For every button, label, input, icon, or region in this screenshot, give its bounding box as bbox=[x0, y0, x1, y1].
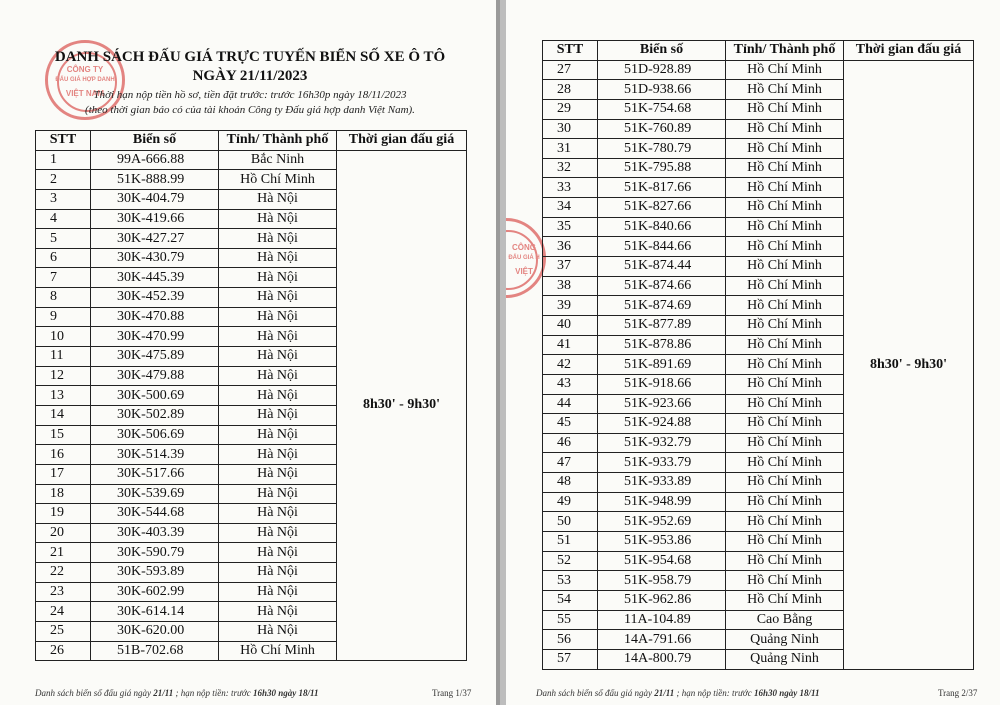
footer-deadline: 16h30 ngày 18/11 bbox=[252, 688, 319, 698]
row-province: Hồ Chí Minh bbox=[726, 80, 844, 100]
row-stt: 15 bbox=[36, 425, 91, 445]
row-province: Hà Nội bbox=[219, 464, 337, 484]
row-plate: 51K-878.86 bbox=[598, 335, 726, 355]
row-plate: 30K-475.89 bbox=[91, 347, 219, 367]
row-plate: 51K-877.89 bbox=[598, 315, 726, 335]
row-stt: 43 bbox=[543, 374, 598, 394]
row-province: Hồ Chí Minh bbox=[726, 257, 844, 277]
footer-date: 21/11 bbox=[153, 688, 174, 698]
table-body-1 bbox=[36, 150, 467, 661]
row-plate: 30K-500.69 bbox=[91, 386, 219, 406]
row-plate: 51K-817.66 bbox=[598, 178, 726, 198]
row-province: Hồ Chí Minh bbox=[726, 433, 844, 453]
row-plate: 14A-791.66 bbox=[598, 630, 726, 650]
row-province: Hà Nội bbox=[219, 288, 337, 308]
row-plate: 51K-918.66 bbox=[598, 374, 726, 394]
row-province: Hà Nội bbox=[219, 386, 337, 406]
row-province: Hồ Chí Minh bbox=[726, 590, 844, 610]
row-stt: 8 bbox=[36, 288, 91, 308]
row-plate: 51K-962.86 bbox=[598, 590, 726, 610]
row-plate: 51K-948.99 bbox=[598, 492, 726, 512]
row-plate: 51K-844.66 bbox=[598, 237, 726, 257]
row-plate: 51K-891.69 bbox=[598, 355, 726, 375]
row-province: Hồ Chí Minh bbox=[726, 453, 844, 473]
row-stt: 7 bbox=[36, 268, 91, 288]
row-province: Hồ Chí Minh bbox=[726, 473, 844, 493]
row-stt: 31 bbox=[543, 139, 598, 159]
footer-prefix: Danh sách biển số đấu giá ngày bbox=[536, 688, 655, 698]
document-date: NGÀY 21/11/2023 bbox=[192, 68, 308, 84]
row-province: Hồ Chí Minh bbox=[726, 394, 844, 414]
row-province: Hà Nội bbox=[219, 602, 337, 622]
row-stt: 21 bbox=[36, 543, 91, 563]
row-plate: 30K-404.79 bbox=[91, 189, 219, 209]
row-province: Hà Nội bbox=[219, 268, 337, 288]
row-province: Hồ Chí Minh bbox=[726, 60, 844, 80]
plate-auction-table-1 bbox=[35, 130, 467, 661]
row-stt: 17 bbox=[36, 464, 91, 484]
row-stt: 23 bbox=[36, 582, 91, 602]
row-province: Hà Nội bbox=[219, 622, 337, 642]
row-stt: 16 bbox=[36, 445, 91, 465]
row-plate: 30K-445.39 bbox=[91, 268, 219, 288]
deadline-note: Thời hạn nộp tiền hồ sơ, tiền đặt trước: trước 16h30p ngày 18/11/2023 bbox=[93, 89, 407, 101]
row-plate: 51D-938.66 bbox=[598, 80, 726, 100]
row-province: Hồ Chí Minh bbox=[726, 315, 844, 335]
row-province: Hồ Chí Minh bbox=[726, 512, 844, 532]
row-plate: 30K-479.88 bbox=[91, 366, 219, 386]
row-stt: 40 bbox=[543, 315, 598, 335]
page-number: Trang 1/37 bbox=[432, 688, 472, 698]
row-province: Hồ Chí Minh bbox=[726, 237, 844, 257]
plate-auction-table-2 bbox=[542, 40, 974, 670]
row-province: Hà Nội bbox=[219, 366, 337, 386]
row-plate: 51K-932.79 bbox=[598, 433, 726, 453]
row-plate: 51K-840.66 bbox=[598, 217, 726, 237]
row-province: Cao Bằng bbox=[726, 610, 844, 630]
row-stt: 36 bbox=[543, 237, 598, 257]
row-stt: 57 bbox=[543, 649, 598, 669]
row-stt: 45 bbox=[543, 414, 598, 434]
row-stt: 37 bbox=[543, 257, 598, 277]
row-stt: 10 bbox=[36, 327, 91, 347]
row-province: Bắc Ninh bbox=[219, 150, 337, 170]
row-stt: 49 bbox=[543, 492, 598, 512]
row-province: Hồ Chí Minh bbox=[219, 170, 337, 190]
row-province: Hồ Chí Minh bbox=[726, 571, 844, 591]
row-plate: 51K-874.69 bbox=[598, 296, 726, 316]
row-plate: 30K-590.79 bbox=[91, 543, 219, 563]
row-province: Hà Nội bbox=[219, 229, 337, 249]
row-province: Hồ Chí Minh bbox=[726, 374, 844, 394]
row-province: Hà Nội bbox=[219, 504, 337, 524]
row-plate: 51K-874.44 bbox=[598, 257, 726, 277]
row-stt: 38 bbox=[543, 276, 598, 296]
header-time: Thời gian đấu giá bbox=[844, 41, 974, 61]
footer-date: 21/11 bbox=[654, 688, 675, 698]
row-province: Hà Nội bbox=[219, 484, 337, 504]
row-stt: 52 bbox=[543, 551, 598, 571]
table-body-2 bbox=[543, 60, 974, 669]
footer-prefix: Danh sách biển số đấu giá ngày bbox=[35, 688, 154, 698]
header-stt: STT bbox=[36, 131, 91, 151]
table-header-row bbox=[36, 131, 467, 151]
seal-text-bottom: VIỆT NAM bbox=[65, 89, 105, 98]
document-page-2 bbox=[506, 0, 1000, 705]
row-province: Hồ Chí Minh bbox=[726, 355, 844, 375]
row-plate: 51D-928.89 bbox=[598, 60, 726, 80]
row-stt: 34 bbox=[543, 198, 598, 218]
header-province: Tỉnh/ Thành phố bbox=[726, 41, 844, 61]
row-province: Hồ Chí Minh bbox=[726, 414, 844, 434]
company-seal-partial bbox=[506, 218, 546, 298]
time-slot-cell: 8h30' - 9h30' bbox=[337, 150, 467, 661]
row-plate: 51K-760.89 bbox=[598, 119, 726, 139]
row-stt: 39 bbox=[543, 296, 598, 316]
row-stt: 30 bbox=[543, 119, 598, 139]
row-province: Hà Nội bbox=[219, 189, 337, 209]
row-stt: 11 bbox=[36, 347, 91, 367]
row-stt: 29 bbox=[543, 99, 598, 119]
row-stt: 47 bbox=[543, 453, 598, 473]
row-stt: 26 bbox=[36, 641, 91, 661]
row-province: Hồ Chí Minh bbox=[219, 641, 337, 661]
row-plate: 30K-419.66 bbox=[91, 209, 219, 229]
header-plate: Biển số bbox=[91, 131, 219, 151]
row-stt: 14 bbox=[36, 405, 91, 425]
row-stt: 35 bbox=[543, 217, 598, 237]
table-row bbox=[36, 150, 467, 170]
row-province: Hà Nội bbox=[219, 209, 337, 229]
seal-text-top: CÔNG bbox=[512, 243, 536, 252]
row-plate: 30K-470.88 bbox=[91, 307, 219, 327]
row-plate: 51K-888.99 bbox=[91, 170, 219, 190]
table-row bbox=[543, 60, 974, 80]
row-stt: 20 bbox=[36, 523, 91, 543]
row-province: Hồ Chí Minh bbox=[726, 276, 844, 296]
row-plate: 51K-933.89 bbox=[598, 473, 726, 493]
row-plate: 51B-702.68 bbox=[91, 641, 219, 661]
row-stt: 53 bbox=[543, 571, 598, 591]
header-plate: Biển số bbox=[598, 41, 726, 61]
row-plate: 51K-780.79 bbox=[598, 139, 726, 159]
page-footer bbox=[35, 688, 318, 698]
row-plate: 11A-104.89 bbox=[598, 610, 726, 630]
footer-middle: ; hạn nộp tiền: trước bbox=[173, 688, 253, 698]
row-plate: 30K-539.69 bbox=[91, 484, 219, 504]
row-plate: 51K-923.66 bbox=[598, 394, 726, 414]
row-plate: 30K-544.68 bbox=[91, 504, 219, 524]
row-province: Hà Nội bbox=[219, 543, 337, 563]
row-stt: 13 bbox=[36, 386, 91, 406]
row-plate: 51K-933.79 bbox=[598, 453, 726, 473]
seal-text-bottom: VIỆT bbox=[515, 267, 533, 276]
row-province: Hồ Chí Minh bbox=[726, 296, 844, 316]
row-plate: 51K-954.68 bbox=[598, 551, 726, 571]
header-province: Tỉnh/ Thành phố bbox=[219, 131, 337, 151]
row-plate: 30K-502.89 bbox=[91, 405, 219, 425]
row-stt: 3 bbox=[36, 189, 91, 209]
row-province: Hà Nội bbox=[219, 405, 337, 425]
footer-middle: ; hạn nộp tiền: trước bbox=[674, 688, 754, 698]
seal-text-top: CÔNG TY bbox=[66, 65, 104, 74]
row-stt: 4 bbox=[36, 209, 91, 229]
row-province: Hà Nội bbox=[219, 307, 337, 327]
row-stt: 1 bbox=[36, 150, 91, 170]
row-stt: 50 bbox=[543, 512, 598, 532]
row-plate: 30K-430.79 bbox=[91, 248, 219, 268]
seal-text-middle: ĐẤU GIÁ HỢP DANH bbox=[55, 77, 115, 83]
row-plate: 30K-602.99 bbox=[91, 582, 219, 602]
row-province: Hồ Chí Minh bbox=[726, 335, 844, 355]
row-province: Hà Nội bbox=[219, 563, 337, 583]
row-stt: 48 bbox=[543, 473, 598, 493]
row-province: Hồ Chí Minh bbox=[726, 198, 844, 218]
time-slot-cell: 8h30' - 9h30' bbox=[844, 60, 974, 669]
table-header-row bbox=[543, 41, 974, 61]
document-title: DANH SÁCH ĐẤU GIÁ TRỰC TUYẾN BIỂN SỐ XE Ô TÔ bbox=[54, 49, 446, 65]
row-stt: 28 bbox=[543, 80, 598, 100]
row-province: Hồ Chí Minh bbox=[726, 492, 844, 512]
row-plate: 30K-593.89 bbox=[91, 563, 219, 583]
row-stt: 18 bbox=[36, 484, 91, 504]
row-province: Hồ Chí Minh bbox=[726, 119, 844, 139]
row-stt: 24 bbox=[36, 602, 91, 622]
row-plate: 51K-953.86 bbox=[598, 532, 726, 552]
row-stt: 9 bbox=[36, 307, 91, 327]
footer-deadline: 16h30 ngày 18/11 bbox=[753, 688, 820, 698]
row-plate: 51K-754.68 bbox=[598, 99, 726, 119]
row-plate: 30K-452.39 bbox=[91, 288, 219, 308]
row-stt: 19 bbox=[36, 504, 91, 524]
row-stt: 33 bbox=[543, 178, 598, 198]
row-plate: 30K-620.00 bbox=[91, 622, 219, 642]
row-province: Quảng Ninh bbox=[726, 649, 844, 669]
row-plate: 30K-614.14 bbox=[91, 602, 219, 622]
row-stt: 44 bbox=[543, 394, 598, 414]
row-province: Hồ Chí Minh bbox=[726, 139, 844, 159]
row-stt: 51 bbox=[543, 532, 598, 552]
row-province: Hồ Chí Minh bbox=[726, 217, 844, 237]
page-edge bbox=[496, 0, 500, 705]
row-province: Hà Nội bbox=[219, 248, 337, 268]
row-plate: 14A-800.79 bbox=[598, 649, 726, 669]
row-stt: 55 bbox=[543, 610, 598, 630]
row-province: Quảng Ninh bbox=[726, 630, 844, 650]
row-province: Hồ Chí Minh bbox=[726, 551, 844, 571]
row-stt: 2 bbox=[36, 170, 91, 190]
row-plate: 30K-514.39 bbox=[91, 445, 219, 465]
row-province: Hồ Chí Minh bbox=[726, 178, 844, 198]
row-province: Hà Nội bbox=[219, 523, 337, 543]
row-stt: 6 bbox=[36, 248, 91, 268]
row-plate: 51K-874.66 bbox=[598, 276, 726, 296]
row-province: Hồ Chí Minh bbox=[726, 99, 844, 119]
row-plate: 30K-427.27 bbox=[91, 229, 219, 249]
row-stt: 12 bbox=[36, 366, 91, 386]
deadline-note-detail: (theo thời gian báo có của tài khoản Công ty Đấu giá hợp danh Việt Nam). bbox=[85, 104, 415, 116]
row-plate: 51K-795.88 bbox=[598, 158, 726, 178]
row-stt: 41 bbox=[543, 335, 598, 355]
row-stt: 22 bbox=[36, 563, 91, 583]
row-stt: 27 bbox=[543, 60, 598, 80]
row-province: Hồ Chí Minh bbox=[726, 158, 844, 178]
row-stt: 42 bbox=[543, 355, 598, 375]
page-footer bbox=[536, 688, 819, 698]
header-time: Thời gian đấu giá bbox=[337, 131, 467, 151]
row-province: Hà Nội bbox=[219, 347, 337, 367]
row-plate: 30K-517.66 bbox=[91, 464, 219, 484]
row-stt: 25 bbox=[36, 622, 91, 642]
row-stt: 56 bbox=[543, 630, 598, 650]
header-stt: STT bbox=[543, 41, 598, 61]
row-province: Hà Nội bbox=[219, 582, 337, 602]
page-number: Trang 2/37 bbox=[938, 688, 978, 698]
row-plate: 30K-506.69 bbox=[91, 425, 219, 445]
row-stt: 54 bbox=[543, 590, 598, 610]
row-plate: 30K-403.39 bbox=[91, 523, 219, 543]
row-plate: 99A-666.88 bbox=[91, 150, 219, 170]
row-plate: 51K-924.88 bbox=[598, 414, 726, 434]
row-province: Hà Nội bbox=[219, 425, 337, 445]
row-province: Hà Nội bbox=[219, 445, 337, 465]
seal-text-middle: ĐẤU GIÁ H bbox=[508, 255, 540, 261]
row-plate: 51K-952.69 bbox=[598, 512, 726, 532]
row-plate: 51K-827.66 bbox=[598, 198, 726, 218]
row-province: Hồ Chí Minh bbox=[726, 532, 844, 552]
row-province: Hà Nội bbox=[219, 327, 337, 347]
row-stt: 5 bbox=[36, 229, 91, 249]
row-stt: 46 bbox=[543, 433, 598, 453]
row-plate: 30K-470.99 bbox=[91, 327, 219, 347]
row-plate: 51K-958.79 bbox=[598, 571, 726, 591]
row-stt: 32 bbox=[543, 158, 598, 178]
